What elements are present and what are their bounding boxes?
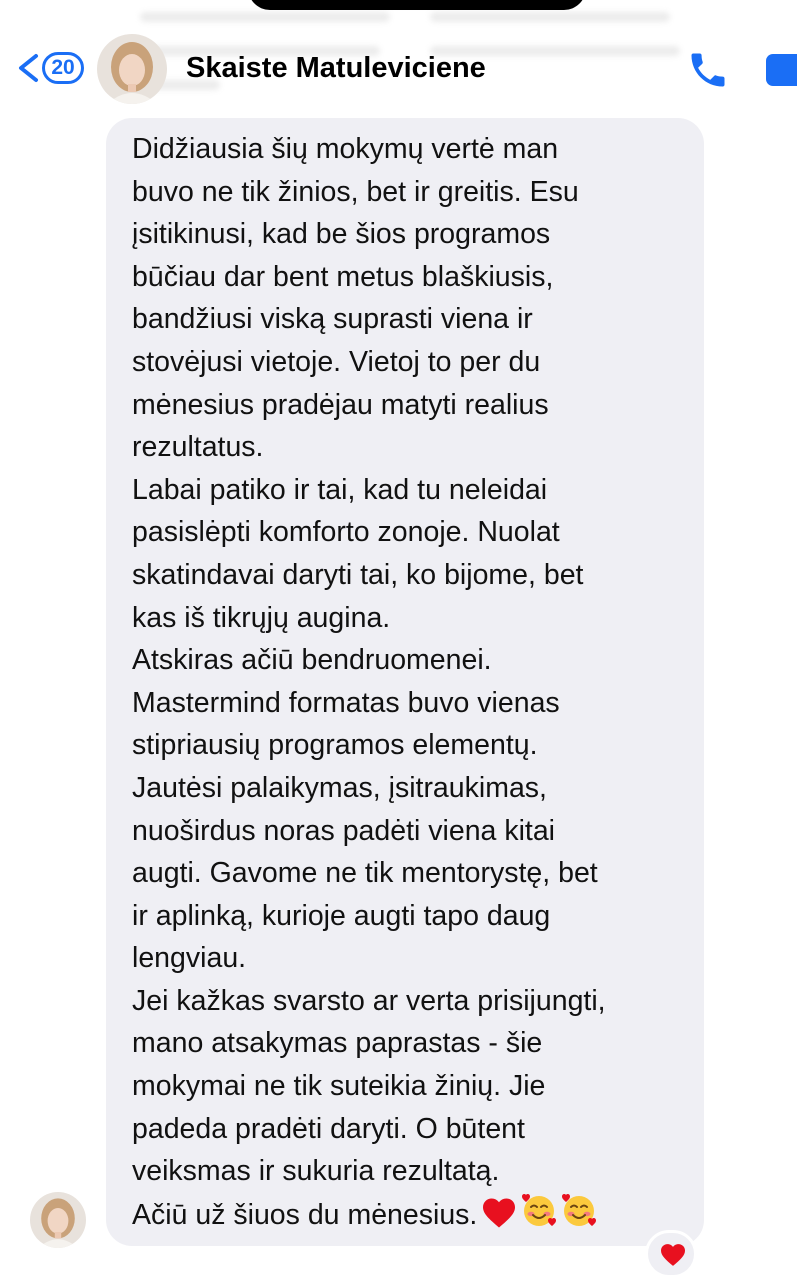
message-line: padeda pradėti daryti. O būtent [132, 1112, 525, 1145]
message-line: nuoširdus noras padėti viena kitai [132, 814, 556, 847]
message-line: lengviau. [132, 942, 247, 975]
device-notch [248, 0, 586, 10]
heart-icon [659, 1243, 687, 1267]
message-line: Jautėsi palaikymas, įsitraukimas, [132, 771, 547, 804]
video-camera-icon[interactable] [766, 54, 797, 86]
unread-count-badge[interactable]: 20 [42, 52, 84, 84]
contact-name[interactable]: Skaiste Matuleviciene [186, 52, 486, 84]
chat-header [0, 28, 797, 112]
message-line: kas iš tikrųjų augina. [132, 601, 391, 634]
message-line: rezultatus. [132, 431, 264, 464]
message-line-text: Ačiū už šiuos du mėnesius. [132, 1198, 478, 1231]
message-line: stipriausių programos elementų. [132, 729, 538, 762]
message-line-last [132, 1193, 702, 1237]
message-line: mano atsakymas paprastas - šie [132, 1027, 543, 1060]
smiling-face-with-hearts-icon [561, 1193, 597, 1229]
message-line: ir aplinką, kurioje augti tapo daug [132, 899, 551, 932]
message-line: įsitikinusi, kad be šios programos [132, 218, 551, 251]
message-line: būčiau dar bent metus blaškiusis, [132, 260, 554, 293]
message-line: augti. Gavome ne tik mentorystę, bet [132, 857, 598, 890]
message-line: Mastermind formatas buvo vienas [132, 686, 560, 719]
message-line: Labai patiko ir tai, kad tu neleidai [132, 473, 548, 506]
smiling-face-with-hearts-icon [521, 1193, 557, 1229]
message-line: Jei kažkas svarsto ar verta prisijungti, [132, 984, 606, 1017]
message-line: mokymai ne tik suteikia žinių. Jie [132, 1070, 546, 1103]
sender-avatar[interactable] [30, 1192, 86, 1248]
phone-icon[interactable] [686, 48, 730, 92]
message-line: pasislėpti komforto zonoje. Nuolat [132, 516, 560, 549]
message-text [132, 128, 702, 1236]
message-line: stovėjusi vietoje. Vietoj to per du [132, 345, 541, 378]
message-line: buvo ne tik žinios, bet ir greitis. Esu [132, 175, 579, 208]
heart-emoji-icon [481, 1197, 517, 1229]
message-line: Didžiausia šių mokymų vertė man [132, 133, 559, 165]
message-reaction[interactable] [645, 1230, 697, 1278]
message-line: veiksmas ir sukuria rezultatą. [132, 1155, 500, 1188]
message-line: mėnesius pradėjau matyti realius [132, 388, 549, 421]
message-line: Atskiras ačiū bendruomenei. [132, 644, 492, 677]
chevron-left-icon[interactable] [16, 53, 40, 83]
contact-avatar[interactable] [97, 34, 167, 104]
message-line: skatindavai daryti tai, ko bijome, bet [132, 558, 584, 591]
message-line: bandžiusi viską suprasti viena ir [132, 303, 533, 336]
